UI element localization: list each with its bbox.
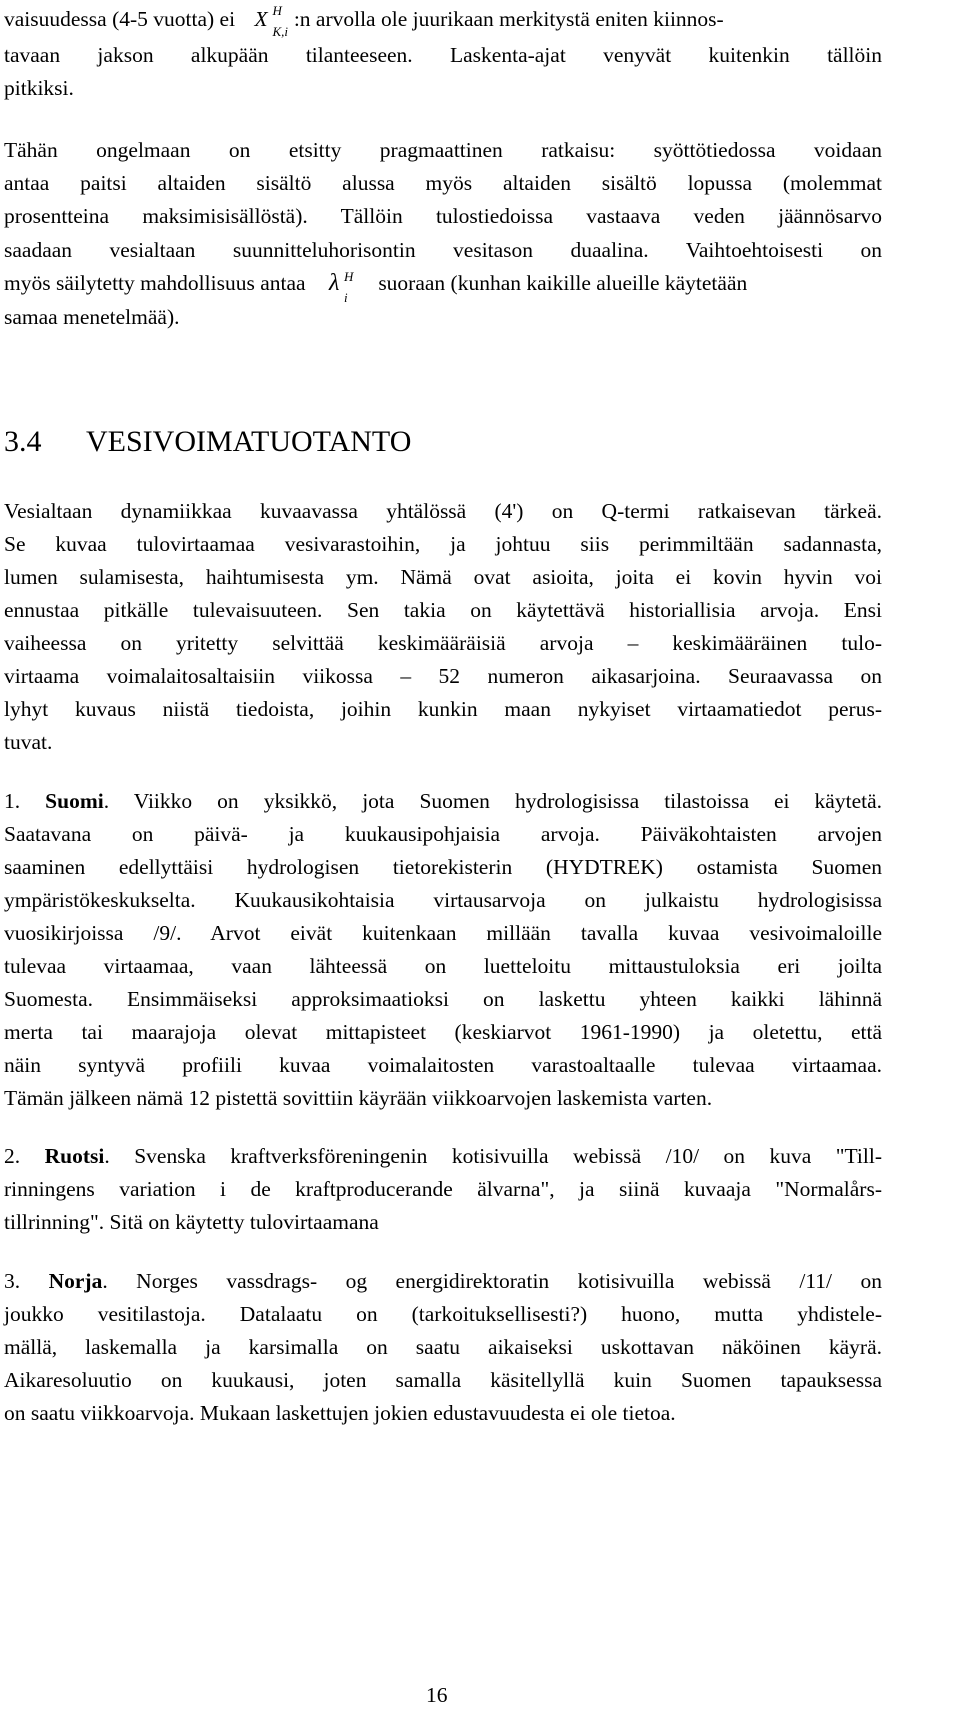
text: . Viikko on yksikkö, jota Suomen hydrologisissa tilastoissa ei käytetä. — [103, 789, 883, 813]
list-number: 3. — [4, 1269, 21, 1293]
math-x-symbol — [254, 3, 288, 39]
paragraph-3-line-4: ennustaa pitkälle tulevaisuuteen. Sen takia on käytettävä historiallisia arvoja. Ensi — [4, 598, 882, 622]
section-heading — [4, 424, 411, 460]
country-name-suomi: Suomi — [45, 789, 104, 813]
paragraph-3-line-1: Vesialtaan dynamiikkaa kuvaavassa yhtälössä (4') on Q-termi ratkaisevan tärkeä. — [4, 499, 882, 523]
paragraph-3-line-7: lyhyt kuvaus niistä tiedoista, joihin kunkin maan nykyiset virtaamatiedot perus- — [4, 697, 882, 721]
norja-line-4: Aikaresoluutio on kuukausi, joten samalla käsitellyllä kuin Suomen tapauksessa — [4, 1368, 882, 1392]
math-lambda-subscript: i — [343, 290, 348, 305]
text: :n arvolla ole juurikaan merkitystä eniten kiinnos- — [293, 7, 724, 31]
text: suoraan (kunhan kaikille alueille käytetään — [378, 271, 748, 295]
ruotsi-line-2: rinningens variation i de kraftproducerande älvarna", ja siinä kuvaaja "Normalårs- — [4, 1177, 882, 1201]
country-name-ruotsi: Ruotsi — [44, 1144, 105, 1168]
suomi-line-1 — [4, 788, 882, 815]
country-name-norja: Norja — [48, 1269, 103, 1293]
paragraph-2-line-5 — [4, 269, 882, 305]
section-number: 3.4 — [4, 425, 42, 458]
paragraph-3-line-2: Se kuvaa tulovirtaamaa vesivarastoihin, ja johtuu siis perimmiltään sadannasta, — [4, 532, 882, 556]
math-x-base: X — [254, 7, 268, 31]
math-x-subscript: K,i — [272, 24, 288, 39]
text: . Norges vassdrags- og energidirektoratin kotisivuilla webissä /11/ on — [102, 1269, 882, 1293]
suomi-line-9: näin syntyvä profiili kuvaa voimalaitosten varastoaltaalle tulevaa virtaamaa. — [4, 1053, 882, 1077]
paragraph-2-line-2: antaa paitsi altaiden sisältö alussa myös altaiden sisältö lopussa (molemmat — [4, 171, 882, 195]
suomi-line-7: Suomesta. Ensimmäiseksi approksimaatioksi on laskettu yhteen kaikki lähinnä — [4, 987, 882, 1011]
paragraph-1-line-1 — [4, 3, 882, 39]
suomi-line-3: saaminen edellyttäisi hydrologisen tietorekisterin (HYDTREK) ostamista Suomen — [4, 855, 882, 879]
text: vaisuudessa (4-5 vuotta) ei — [4, 7, 236, 31]
text: myös säilytetty mahdollisuus antaa — [4, 271, 306, 295]
math-lambda-superscript: H — [343, 269, 354, 284]
suomi-line-8: merta tai maarajoja olevat mittapisteet (keskiarvot 1961-1990) ja oletettu, että — [4, 1020, 882, 1044]
paragraph-3-line-8: tuvat. — [4, 730, 53, 754]
paragraph-2-line-3: prosentteina maksimisisällöstä). Tällöin tulostiedoissa vastaava veden jäännösarvo — [4, 204, 882, 228]
paragraph-3-line-6: virtaama voimalaitosaltaisiin viikossa – 52 numeron aikasarjoina. Seuraavassa on — [4, 664, 882, 688]
suomi-line-5: vuosikirjoissa /9/. Arvot eivät kuitenkaan millään tavalla kuvaa vesivoimaloille — [4, 921, 882, 945]
math-x-superscript: H — [272, 3, 282, 18]
paragraph-2-line-1: Tähän ongelmaan on etsitty pragmaattinen ratkaisu: syöttötiedossa voidaan — [4, 138, 882, 162]
section-title: VESIVOIMATUOTANTO — [86, 425, 412, 458]
ruotsi-line-3: tillrinning". Sitä on käytetty tulovirtaamana — [4, 1210, 379, 1234]
suomi-line-10: Tämän jälkeen nämä 12 pistettä sovittiin käyrään viikkoarvojen laskemista varten. — [4, 1086, 713, 1110]
norja-line-2: joukko vesitilastoja. Datalaatu on (tarkoituksellisesti?) huono, mutta yhdistele- — [4, 1302, 882, 1326]
norja-line-5: on saatu viikkoarvoja. Mukaan laskettujen jokien edustavuudesta ei ole tietoa. — [4, 1401, 676, 1425]
paragraph-2-line-4: saadaan vesialtaan suunnitteluhorisontin vesitason duaalina. Vaihtoehtoisesti on — [4, 238, 882, 262]
list-number: 2. — [4, 1144, 21, 1168]
ruotsi-line-1 — [4, 1143, 882, 1170]
paragraph-2-line-6: samaa menetelmää). — [4, 305, 180, 329]
list-number: 1. — [4, 789, 21, 813]
paragraph-3-line-5: vaiheessa on yritetty selvittää keskimääräisiä arvoja – keskimääräinen tulo- — [4, 631, 882, 655]
paragraph-1-line-2: tavaan jakson alkupään tilanteeseen. Laskenta-ajat venyvät kuitenkin tällöin — [4, 43, 882, 67]
norja-line-1 — [4, 1268, 882, 1295]
math-lambda-symbol — [328, 269, 365, 305]
suomi-line-2: Saatavana on päivä- ja kuukausipohjaisia arvoja. Päiväkohtaisten arvojen — [4, 822, 882, 846]
math-lambda-base: λ — [328, 270, 340, 296]
norja-line-3: mällä, laskemalla ja karsimalla on saatu aikaiseksi uskottavan näköinen käyrä. — [4, 1335, 882, 1359]
suomi-line-6: tulevaa virtaamaa, vaan lähteessä on luetteloitu mittaustuloksia eri joilta — [4, 954, 882, 978]
paragraph-1-line-3: pitkiksi. — [4, 76, 74, 100]
page-number: 16 — [426, 1683, 448, 1707]
suomi-line-4: ympäristökeskukselta. Kuukausikohtaisia virtausarvoja on julkaistu hydrologisissa — [4, 888, 882, 912]
paragraph-3-line-3: lumen sulamisesta, haihtumisesta ym. Nämä ovat asioita, joita ei kovin hyvin voi — [4, 565, 882, 589]
text: . Svenska kraftverksföreningenin kotisivuilla webissä /10/ on kuva "Till- — [104, 1144, 882, 1168]
